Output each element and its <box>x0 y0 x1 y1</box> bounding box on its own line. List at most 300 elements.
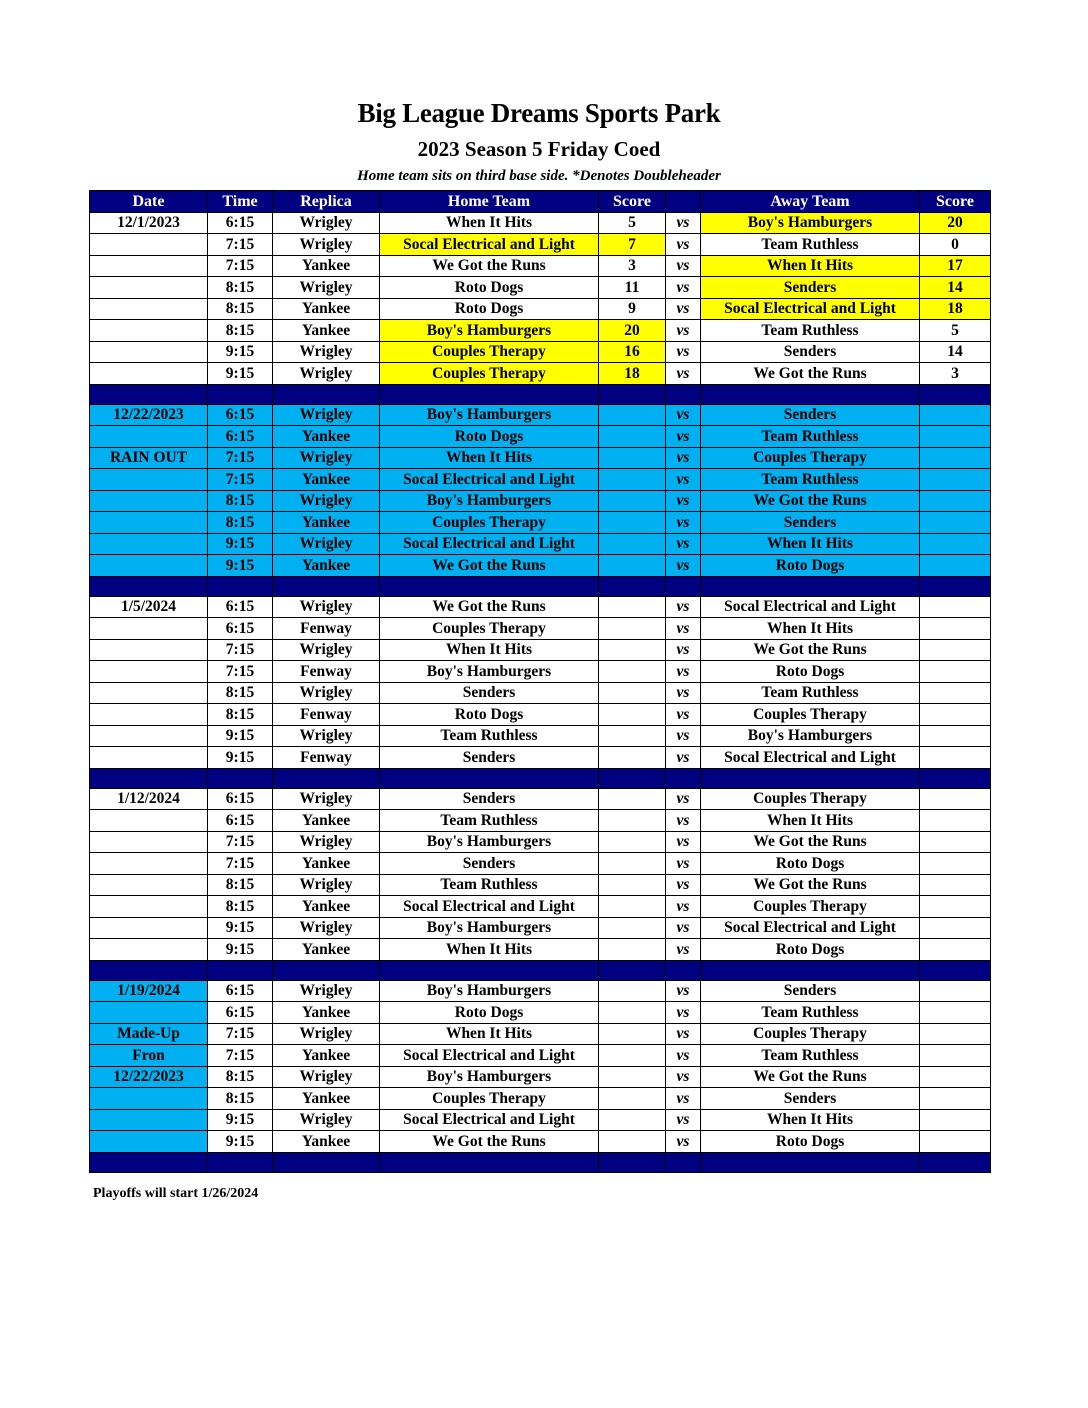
separator-cell <box>666 1152 701 1172</box>
playoffs-note: Playoffs will start 1/26/2024 <box>93 1186 259 1201</box>
vs-cell: vs <box>666 212 701 234</box>
away-score-cell: 18 <box>920 298 991 320</box>
away-team-cell: When It Hits <box>701 533 920 555</box>
time-cell: 6:15 <box>208 426 273 448</box>
away-team-cell: We Got the Runs <box>701 490 920 512</box>
time-cell: 9:15 <box>208 533 273 555</box>
game-row <box>90 661 991 683</box>
home-score-cell <box>599 1131 666 1153</box>
game-row <box>90 255 991 277</box>
replica-cell: Fenway <box>273 747 380 769</box>
vs-cell: vs <box>666 747 701 769</box>
home-team-cell: Socal Electrical and Light <box>380 1109 599 1131</box>
replica-cell: Wrigley <box>273 341 380 363</box>
header-home-score: Score <box>599 191 666 213</box>
home-team-cell: Boy's Hamburgers <box>380 1066 599 1088</box>
replica-cell: Wrigley <box>273 917 380 939</box>
replica-cell: Wrigley <box>273 788 380 810</box>
time-cell: 6:15 <box>208 980 273 1002</box>
date-cell <box>90 939 208 961</box>
home-team-cell: Boy's Hamburgers <box>380 917 599 939</box>
replica-cell: Fenway <box>273 704 380 726</box>
time-cell: 9:15 <box>208 341 273 363</box>
replica-cell: Fenway <box>273 618 380 640</box>
home-team-cell: Boy's Hamburgers <box>380 320 599 342</box>
date-cell: 1/19/2024 <box>90 980 208 1002</box>
separator-cell <box>90 384 208 404</box>
page-title: Big League Dreams Sports Park <box>357 98 721 128</box>
time-cell: 7:15 <box>208 661 273 683</box>
away-score-cell <box>920 1002 991 1024</box>
separator-cell <box>380 1152 599 1172</box>
date-cell <box>90 1109 208 1131</box>
away-score-cell <box>920 1131 991 1153</box>
game-row <box>90 1002 991 1024</box>
away-score-cell: 5 <box>920 320 991 342</box>
date-cell <box>90 1002 208 1024</box>
separator-cell <box>273 768 380 788</box>
home-team-cell: Roto Dogs <box>380 1002 599 1024</box>
home-team-cell: Boy's Hamburgers <box>380 661 599 683</box>
vs-cell: vs <box>666 1045 701 1067</box>
away-team-cell: Senders <box>701 277 920 299</box>
replica-cell: Wrigley <box>273 490 380 512</box>
replica-cell: Wrigley <box>273 234 380 256</box>
replica-cell: Wrigley <box>273 980 380 1002</box>
away-score-cell <box>920 725 991 747</box>
home-score-cell <box>599 980 666 1002</box>
home-team-cell: We Got the Runs <box>380 555 599 577</box>
replica-cell: Wrigley <box>273 212 380 234</box>
date-cell <box>90 1131 208 1153</box>
time-cell: 7:15 <box>208 639 273 661</box>
home-team-cell: Senders <box>380 682 599 704</box>
vs-cell: vs <box>666 704 701 726</box>
separator-cell <box>599 384 666 404</box>
replica-cell: Wrigley <box>273 1023 380 1045</box>
time-cell: 6:15 <box>208 618 273 640</box>
home-score-cell <box>599 555 666 577</box>
date-cell <box>90 853 208 875</box>
time-cell: 6:15 <box>208 788 273 810</box>
replica-cell: Wrigley <box>273 533 380 555</box>
away-score-cell <box>920 747 991 769</box>
date-cell <box>90 341 208 363</box>
home-score-cell <box>599 788 666 810</box>
replica-cell: Wrigley <box>273 447 380 469</box>
date-cell: RAIN OUT <box>90 447 208 469</box>
home-team-cell: Team Ruthless <box>380 810 599 832</box>
vs-cell: vs <box>666 298 701 320</box>
date-cell <box>90 747 208 769</box>
date-cell <box>90 255 208 277</box>
away-team-cell: Couples Therapy <box>701 788 920 810</box>
game-row <box>90 298 991 320</box>
game-row <box>90 1109 991 1131</box>
away-team-cell: Team Ruthless <box>701 234 920 256</box>
replica-cell: Fenway <box>273 661 380 683</box>
home-team-cell: When It Hits <box>380 212 599 234</box>
game-row <box>90 596 991 618</box>
separator-cell <box>599 768 666 788</box>
away-team-cell: Couples Therapy <box>701 1023 920 1045</box>
game-row <box>90 1131 991 1153</box>
time-cell: 9:15 <box>208 555 273 577</box>
home-team-cell: Roto Dogs <box>380 277 599 299</box>
replica-cell: Yankee <box>273 298 380 320</box>
date-cell <box>90 896 208 918</box>
away-score-cell <box>920 447 991 469</box>
home-score-cell <box>599 426 666 448</box>
replica-cell: Yankee <box>273 1088 380 1110</box>
vs-cell: vs <box>666 1002 701 1024</box>
vs-cell: vs <box>666 939 701 961</box>
vs-cell: vs <box>666 1088 701 1110</box>
replica-cell: Yankee <box>273 512 380 534</box>
game-row <box>90 682 991 704</box>
date-cell <box>90 298 208 320</box>
replica-cell: Yankee <box>273 1045 380 1067</box>
home-team-cell: Team Ruthless <box>380 874 599 896</box>
date-cell <box>90 704 208 726</box>
home-score-cell <box>599 447 666 469</box>
time-cell: 8:15 <box>208 490 273 512</box>
away-team-cell: Team Ruthless <box>701 1002 920 1024</box>
away-team-cell: Team Ruthless <box>701 320 920 342</box>
away-team-cell: Senders <box>701 341 920 363</box>
away-score-cell <box>920 555 991 577</box>
vs-cell: vs <box>666 447 701 469</box>
home-team-cell: Boy's Hamburgers <box>380 490 599 512</box>
time-cell: 7:15 <box>208 234 273 256</box>
game-row <box>90 404 991 426</box>
away-score-cell <box>920 853 991 875</box>
away-team-cell: We Got the Runs <box>701 1066 920 1088</box>
replica-cell: Yankee <box>273 1002 380 1024</box>
header-away-score: Score <box>920 191 991 213</box>
away-score-cell <box>920 704 991 726</box>
time-cell: 6:15 <box>208 404 273 426</box>
time-cell: 6:15 <box>208 596 273 618</box>
away-team-cell: Senders <box>701 980 920 1002</box>
vs-cell: vs <box>666 810 701 832</box>
home-team-cell: Socal Electrical and Light <box>380 469 599 491</box>
week-separator <box>90 1152 991 1172</box>
game-row <box>90 917 991 939</box>
home-team-cell: We Got the Runs <box>380 596 599 618</box>
away-team-cell: Socal Electrical and Light <box>701 917 920 939</box>
home-team-cell: Senders <box>380 788 599 810</box>
time-cell: 8:15 <box>208 704 273 726</box>
separator-cell <box>208 1152 273 1172</box>
vs-cell: vs <box>666 618 701 640</box>
schedule-note: Home team sits on third base side. *Denotes Doubleheader <box>357 168 721 184</box>
vs-cell: vs <box>666 853 701 875</box>
game-row <box>90 874 991 896</box>
date-cell: 12/22/2023 <box>90 404 208 426</box>
away-score-cell: 14 <box>920 277 991 299</box>
home-score-cell <box>599 810 666 832</box>
separator-cell <box>273 576 380 596</box>
home-score-cell <box>599 1066 666 1088</box>
away-team-cell: When It Hits <box>701 1109 920 1131</box>
game-row <box>90 533 991 555</box>
separator-cell <box>90 960 208 980</box>
home-score-cell <box>599 618 666 640</box>
time-cell: 6:15 <box>208 810 273 832</box>
date-cell <box>90 661 208 683</box>
replica-cell: Yankee <box>273 939 380 961</box>
away-team-cell: Team Ruthless <box>701 1045 920 1067</box>
away-score-cell <box>920 1109 991 1131</box>
home-team-cell: Roto Dogs <box>380 298 599 320</box>
week-separator <box>90 768 991 788</box>
home-team-cell: Roto Dogs <box>380 704 599 726</box>
date-cell <box>90 234 208 256</box>
date-cell: 12/22/2023 <box>90 1066 208 1088</box>
away-score-cell: 14 <box>920 341 991 363</box>
time-cell: 7:15 <box>208 469 273 491</box>
time-cell: 9:15 <box>208 747 273 769</box>
date-cell <box>90 810 208 832</box>
separator-cell <box>701 1152 920 1172</box>
game-row <box>90 447 991 469</box>
home-team-cell: Couples Therapy <box>380 618 599 640</box>
away-team-cell: Boy's Hamburgers <box>701 725 920 747</box>
away-score-cell <box>920 1088 991 1110</box>
game-row <box>90 747 991 769</box>
away-team-cell: Senders <box>701 1088 920 1110</box>
separator-cell <box>380 960 599 980</box>
away-team-cell: Senders <box>701 404 920 426</box>
date-cell <box>90 490 208 512</box>
separator-cell <box>273 960 380 980</box>
away-team-cell: Boy's Hamburgers <box>701 212 920 234</box>
date-cell <box>90 555 208 577</box>
home-score-cell: 3 <box>599 255 666 277</box>
replica-cell: Wrigley <box>273 682 380 704</box>
away-score-cell <box>920 939 991 961</box>
home-score-cell <box>599 596 666 618</box>
vs-cell: vs <box>666 363 701 385</box>
home-score-cell <box>599 1023 666 1045</box>
date-cell <box>90 725 208 747</box>
away-score-cell: 17 <box>920 255 991 277</box>
away-score-cell <box>920 639 991 661</box>
home-score-cell: 5 <box>599 212 666 234</box>
home-score-cell <box>599 939 666 961</box>
away-score-cell <box>920 874 991 896</box>
time-cell: 7:15 <box>208 1023 273 1045</box>
time-cell: 7:15 <box>208 1045 273 1067</box>
game-row <box>90 469 991 491</box>
replica-cell: Yankee <box>273 555 380 577</box>
home-score-cell <box>599 1002 666 1024</box>
time-cell: 8:15 <box>208 896 273 918</box>
replica-cell: Yankee <box>273 853 380 875</box>
away-score-cell <box>920 682 991 704</box>
home-team-cell: When It Hits <box>380 1023 599 1045</box>
time-cell: 9:15 <box>208 939 273 961</box>
away-team-cell: Roto Dogs <box>701 853 920 875</box>
separator-cell <box>920 1152 991 1172</box>
vs-cell: vs <box>666 788 701 810</box>
separator-cell <box>380 576 599 596</box>
home-team-cell: Socal Electrical and Light <box>380 234 599 256</box>
game-row <box>90 490 991 512</box>
vs-cell: vs <box>666 896 701 918</box>
separator-cell <box>701 768 920 788</box>
home-score-cell <box>599 512 666 534</box>
date-cell <box>90 618 208 640</box>
home-score-cell <box>599 639 666 661</box>
vs-cell: vs <box>666 1066 701 1088</box>
date-cell <box>90 682 208 704</box>
away-team-cell: We Got the Runs <box>701 874 920 896</box>
home-team-cell: Couples Therapy <box>380 341 599 363</box>
game-row <box>90 1066 991 1088</box>
date-cell <box>90 917 208 939</box>
home-team-cell: When It Hits <box>380 447 599 469</box>
vs-cell: vs <box>666 725 701 747</box>
game-row <box>90 810 991 832</box>
game-row <box>90 1045 991 1067</box>
away-score-cell <box>920 490 991 512</box>
home-score-cell <box>599 874 666 896</box>
home-score-cell: 11 <box>599 277 666 299</box>
game-row <box>90 512 991 534</box>
away-score-cell <box>920 1023 991 1045</box>
away-score-cell <box>920 426 991 448</box>
home-team-cell: Socal Electrical and Light <box>380 896 599 918</box>
date-cell <box>90 426 208 448</box>
time-cell: 9:15 <box>208 725 273 747</box>
week-separator <box>90 960 991 980</box>
replica-cell: Yankee <box>273 320 380 342</box>
date-cell <box>90 363 208 385</box>
home-team-cell: Couples Therapy <box>380 1088 599 1110</box>
date-cell <box>90 512 208 534</box>
home-team-cell: Boy's Hamburgers <box>380 980 599 1002</box>
home-team-cell: Senders <box>380 747 599 769</box>
game-row <box>90 277 991 299</box>
away-team-cell: Roto Dogs <box>701 661 920 683</box>
home-score-cell <box>599 831 666 853</box>
separator-cell <box>701 384 920 404</box>
home-score-cell <box>599 896 666 918</box>
away-score-cell <box>920 896 991 918</box>
away-score-cell <box>920 1045 991 1067</box>
game-row <box>90 853 991 875</box>
date-cell <box>90 533 208 555</box>
header-row <box>90 191 991 213</box>
away-team-cell: Socal Electrical and Light <box>701 747 920 769</box>
away-score-cell <box>920 1066 991 1088</box>
away-team-cell: Couples Therapy <box>701 704 920 726</box>
vs-cell: vs <box>666 426 701 448</box>
away-team-cell: We Got the Runs <box>701 831 920 853</box>
away-score-cell <box>920 661 991 683</box>
home-score-cell: 9 <box>599 298 666 320</box>
date-cell <box>90 1088 208 1110</box>
game-row <box>90 618 991 640</box>
replica-cell: Wrigley <box>273 1109 380 1131</box>
away-team-cell: Team Ruthless <box>701 469 920 491</box>
away-score-cell <box>920 596 991 618</box>
home-score-cell <box>599 725 666 747</box>
game-row <box>90 1088 991 1110</box>
game-row <box>90 980 991 1002</box>
away-team-cell: Roto Dogs <box>701 1131 920 1153</box>
game-row <box>90 704 991 726</box>
game-row <box>90 639 991 661</box>
away-team-cell: We Got the Runs <box>701 639 920 661</box>
vs-cell: vs <box>666 980 701 1002</box>
time-cell: 7:15 <box>208 447 273 469</box>
vs-cell: vs <box>666 512 701 534</box>
away-team-cell: Team Ruthless <box>701 426 920 448</box>
away-team-cell: When It Hits <box>701 255 920 277</box>
separator-cell <box>920 768 991 788</box>
replica-cell: Yankee <box>273 469 380 491</box>
home-score-cell: 16 <box>599 341 666 363</box>
header-home-team: Home Team <box>380 191 599 213</box>
separator-cell <box>666 576 701 596</box>
date-cell <box>90 277 208 299</box>
away-score-cell <box>920 512 991 534</box>
vs-cell: vs <box>666 255 701 277</box>
away-team-cell: When It Hits <box>701 618 920 640</box>
home-team-cell: Boy's Hamburgers <box>380 831 599 853</box>
home-score-cell <box>599 469 666 491</box>
separator-cell <box>273 1152 380 1172</box>
replica-cell: Yankee <box>273 426 380 448</box>
time-cell: 8:15 <box>208 512 273 534</box>
time-cell: 8:15 <box>208 874 273 896</box>
replica-cell: Wrigley <box>273 725 380 747</box>
replica-cell: Wrigley <box>273 404 380 426</box>
home-team-cell: Team Ruthless <box>380 725 599 747</box>
home-team-cell: Boy's Hamburgers <box>380 404 599 426</box>
separator-cell <box>666 768 701 788</box>
home-team-cell: When It Hits <box>380 939 599 961</box>
home-score-cell <box>599 704 666 726</box>
away-score-cell <box>920 788 991 810</box>
home-team-cell: Couples Therapy <box>380 363 599 385</box>
home-score-cell: 7 <box>599 234 666 256</box>
away-team-cell: We Got the Runs <box>701 363 920 385</box>
time-cell: 7:15 <box>208 255 273 277</box>
replica-cell: Yankee <box>273 810 380 832</box>
vs-cell: vs <box>666 1023 701 1045</box>
time-cell: 7:15 <box>208 853 273 875</box>
separator-cell <box>666 384 701 404</box>
away-score-cell <box>920 469 991 491</box>
game-row <box>90 555 991 577</box>
vs-cell: vs <box>666 917 701 939</box>
vs-cell: vs <box>666 831 701 853</box>
date-cell: 12/1/2023 <box>90 212 208 234</box>
home-score-cell <box>599 682 666 704</box>
away-score-cell <box>920 980 991 1002</box>
home-score-cell <box>599 1109 666 1131</box>
time-cell: 9:15 <box>208 1131 273 1153</box>
header-time: Time <box>208 191 273 213</box>
separator-cell <box>599 1152 666 1172</box>
game-row <box>90 1023 991 1045</box>
home-team-cell: Socal Electrical and Light <box>380 1045 599 1067</box>
away-score-cell <box>920 404 991 426</box>
